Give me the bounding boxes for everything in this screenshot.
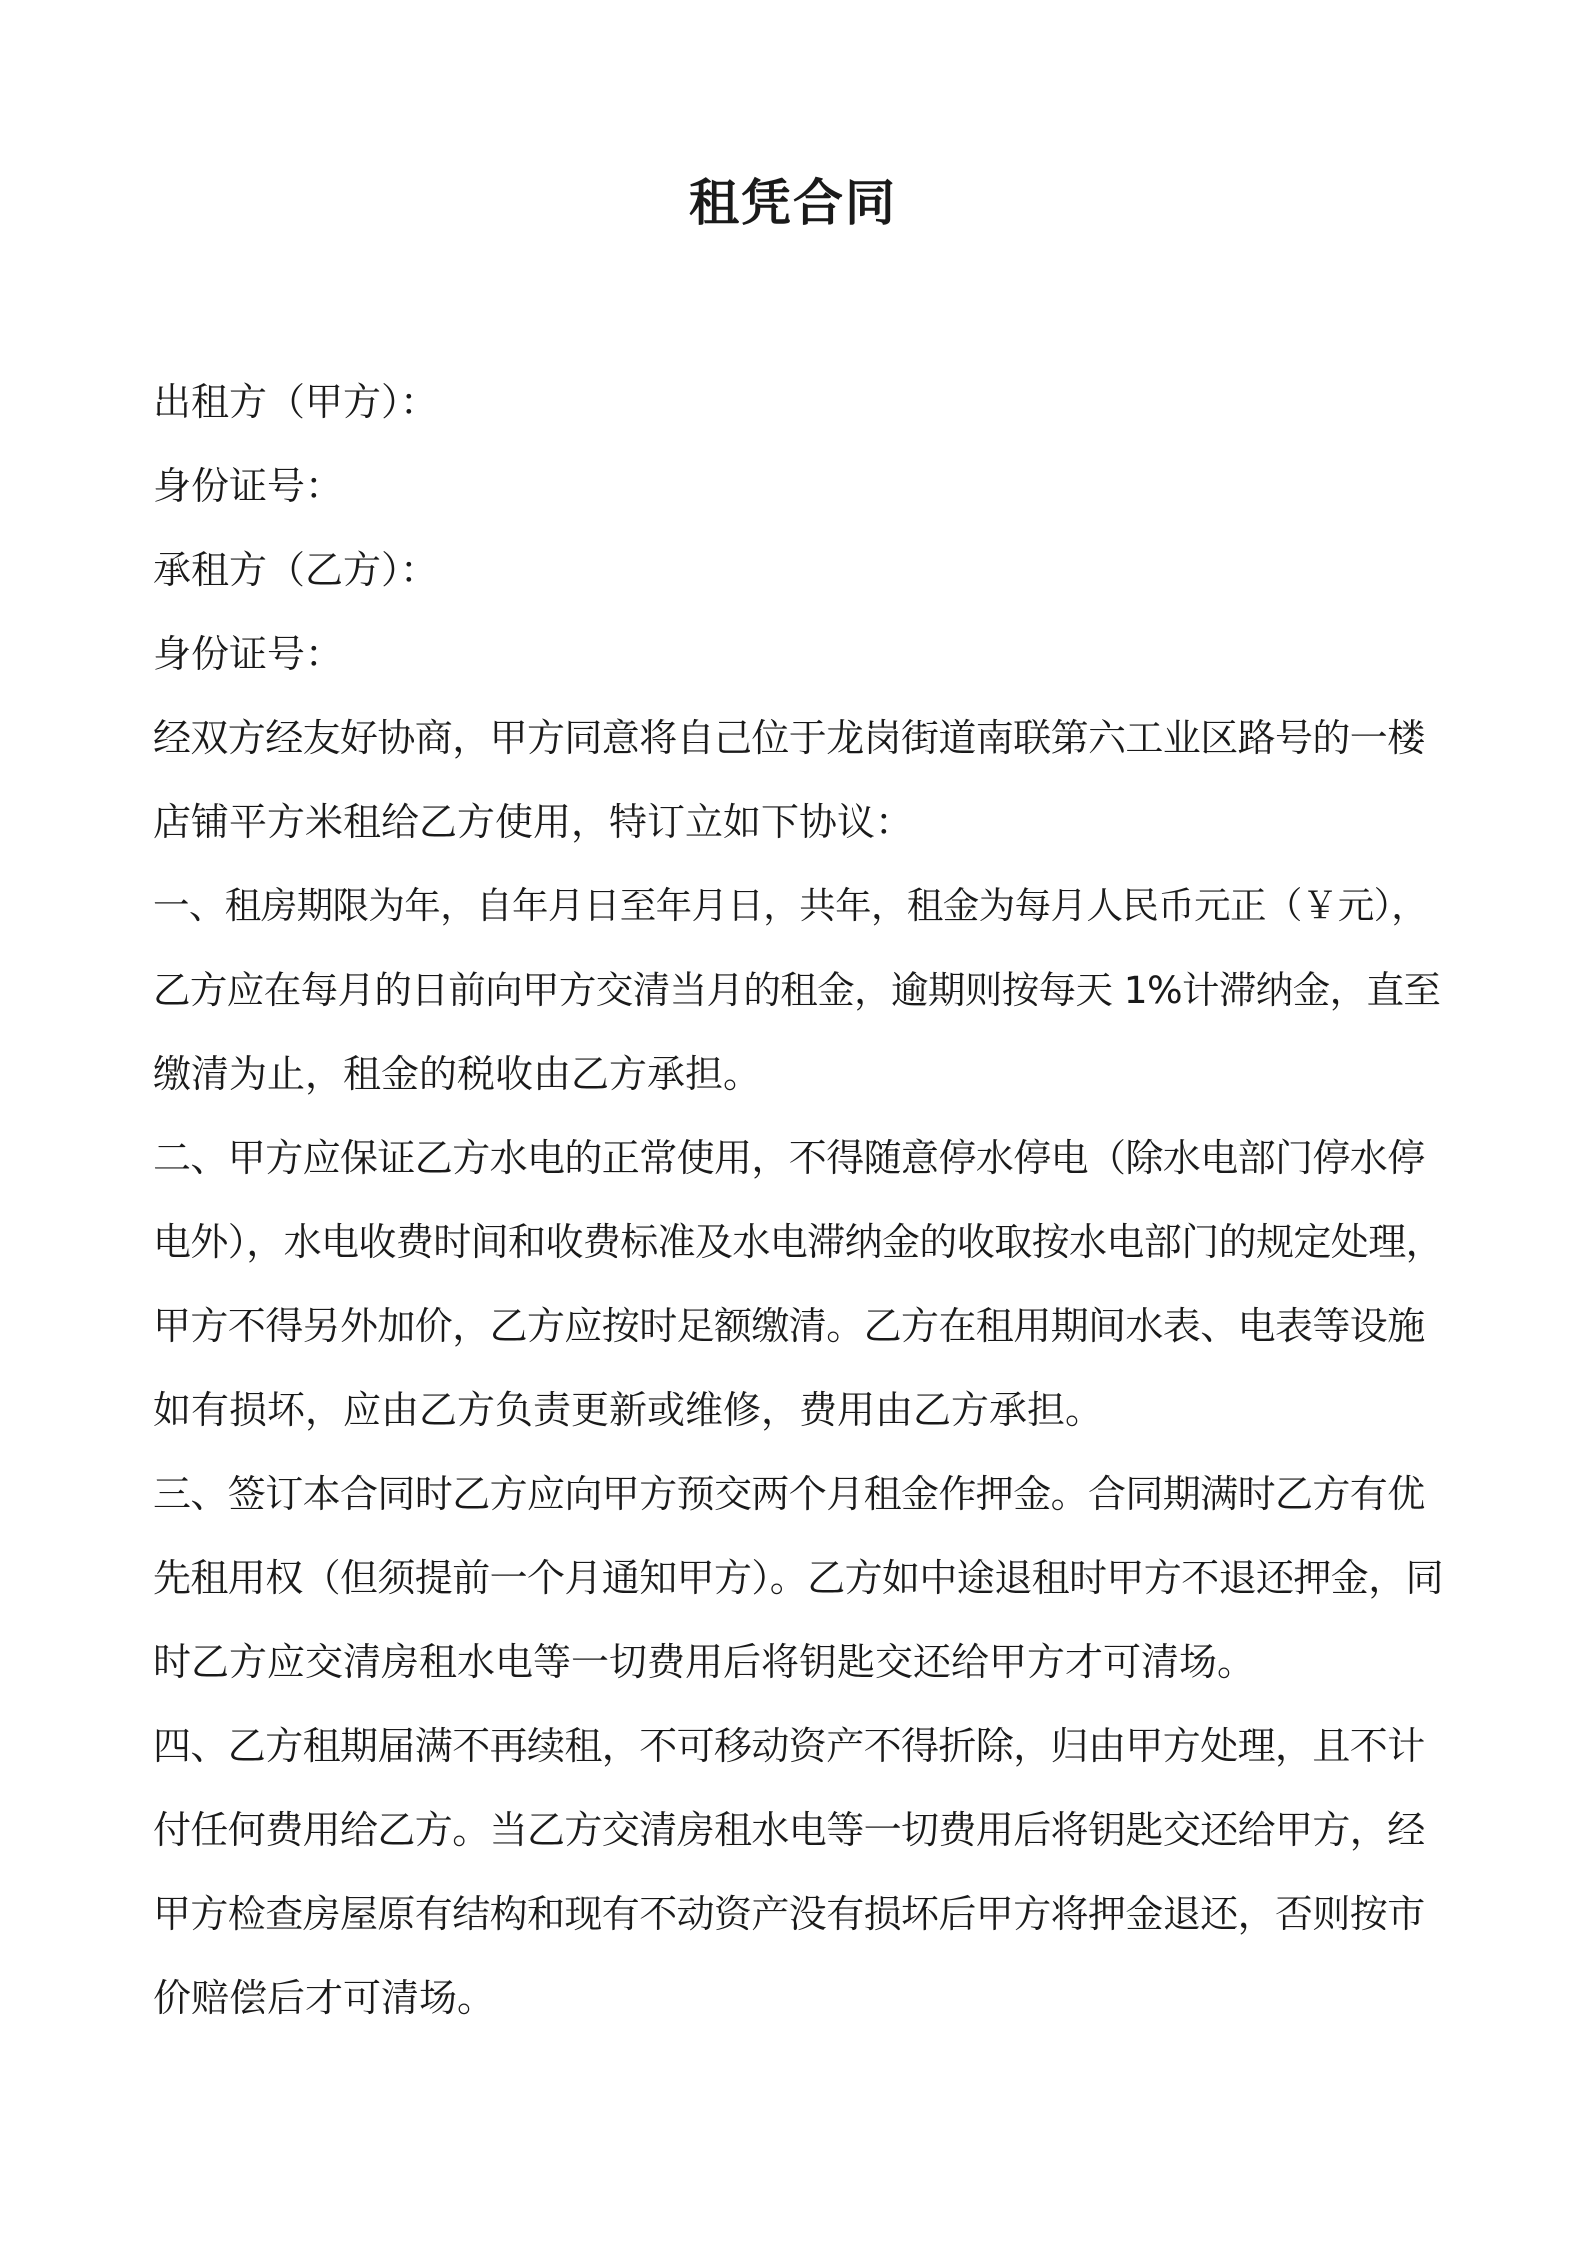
text-line-lessee-id: 身份证号： xyxy=(153,632,344,676)
text-line-intro-2: 店铺平方米租给乙方使用，特订立如下协议： xyxy=(153,800,914,844)
text-line-clause-1-2: 乙方应在每月的日前向甲方交清当月的租金，逾期则按每天 1%计滞纳金，直至 xyxy=(153,968,1441,1012)
text-line-clause-4-1: 四、乙方租期届满不再续租，不可移动资产不得折除，归由甲方处理，且不计 xyxy=(153,1724,1425,1768)
document-title: 租凭合同 xyxy=(689,174,897,232)
text-line-clause-3-2: 先租用权（但须提前一个月通知甲方）。乙方如中途退租时甲方不退还押金，同 xyxy=(153,1556,1444,1600)
text-line-lessor-id: 身份证号： xyxy=(153,464,344,508)
text-line-intro-1: 经双方经友好协商，甲方同意将自己位于龙岗街道南联第六工业区路号的一楼 xyxy=(153,716,1425,760)
text-line-clause-4-3: 甲方检查房屋原有结构和现有不动资产没有损坏后甲方将押金退还，否则按市 xyxy=(153,1892,1425,1936)
text-line-lessee: 承租方（乙方）： xyxy=(153,548,439,592)
document-body xyxy=(153,360,1443,2040)
text-line-clause-2-1: 二、甲方应保证乙方水电的正常使用，不得随意停水停电（除水电部门停水停 xyxy=(153,1136,1425,1180)
text-line-clause-1-3: 缴清为止，租金的税收由乙方承担。 xyxy=(153,1052,762,1096)
text-line-lessor: 出租方（甲方）： xyxy=(153,380,439,424)
text-line-clause-2-3: 甲方不得另外加价，乙方应按时足额缴清。乙方在租用期间水表、电表等设施 xyxy=(153,1304,1425,1348)
text-line-clause-2-4: 如有损坏，应由乙方负责更新或维修，费用由乙方承担。 xyxy=(153,1388,1104,1432)
text-line-clause-4-4: 价赔偿后才可清场。 xyxy=(153,1976,496,2020)
text-line-clause-3-1: 三、签订本合同时乙方应向甲方预交两个月租金作押金。合同期满时乙方有优 xyxy=(153,1472,1425,1516)
text-line-clause-4-2: 付任何费用给乙方。当乙方交清房租水电等一切费用后将钥匙交还给甲方，经 xyxy=(153,1808,1425,1852)
text-line-clause-2-2: 电外），水电收费时间和收费标准及水电滞纳金的收取按水电部门的规定处理， xyxy=(153,1220,1444,1264)
text-line-clause-1-1: 一、租房期限为年，自年月日至年月日，共年，租金为每月人民币元正（￥元）， xyxy=(153,884,1428,927)
text-line-clause-3-3: 时乙方应交清房租水电等一切费用后将钥匙交还给甲方才可清场。 xyxy=(153,1640,1256,1684)
